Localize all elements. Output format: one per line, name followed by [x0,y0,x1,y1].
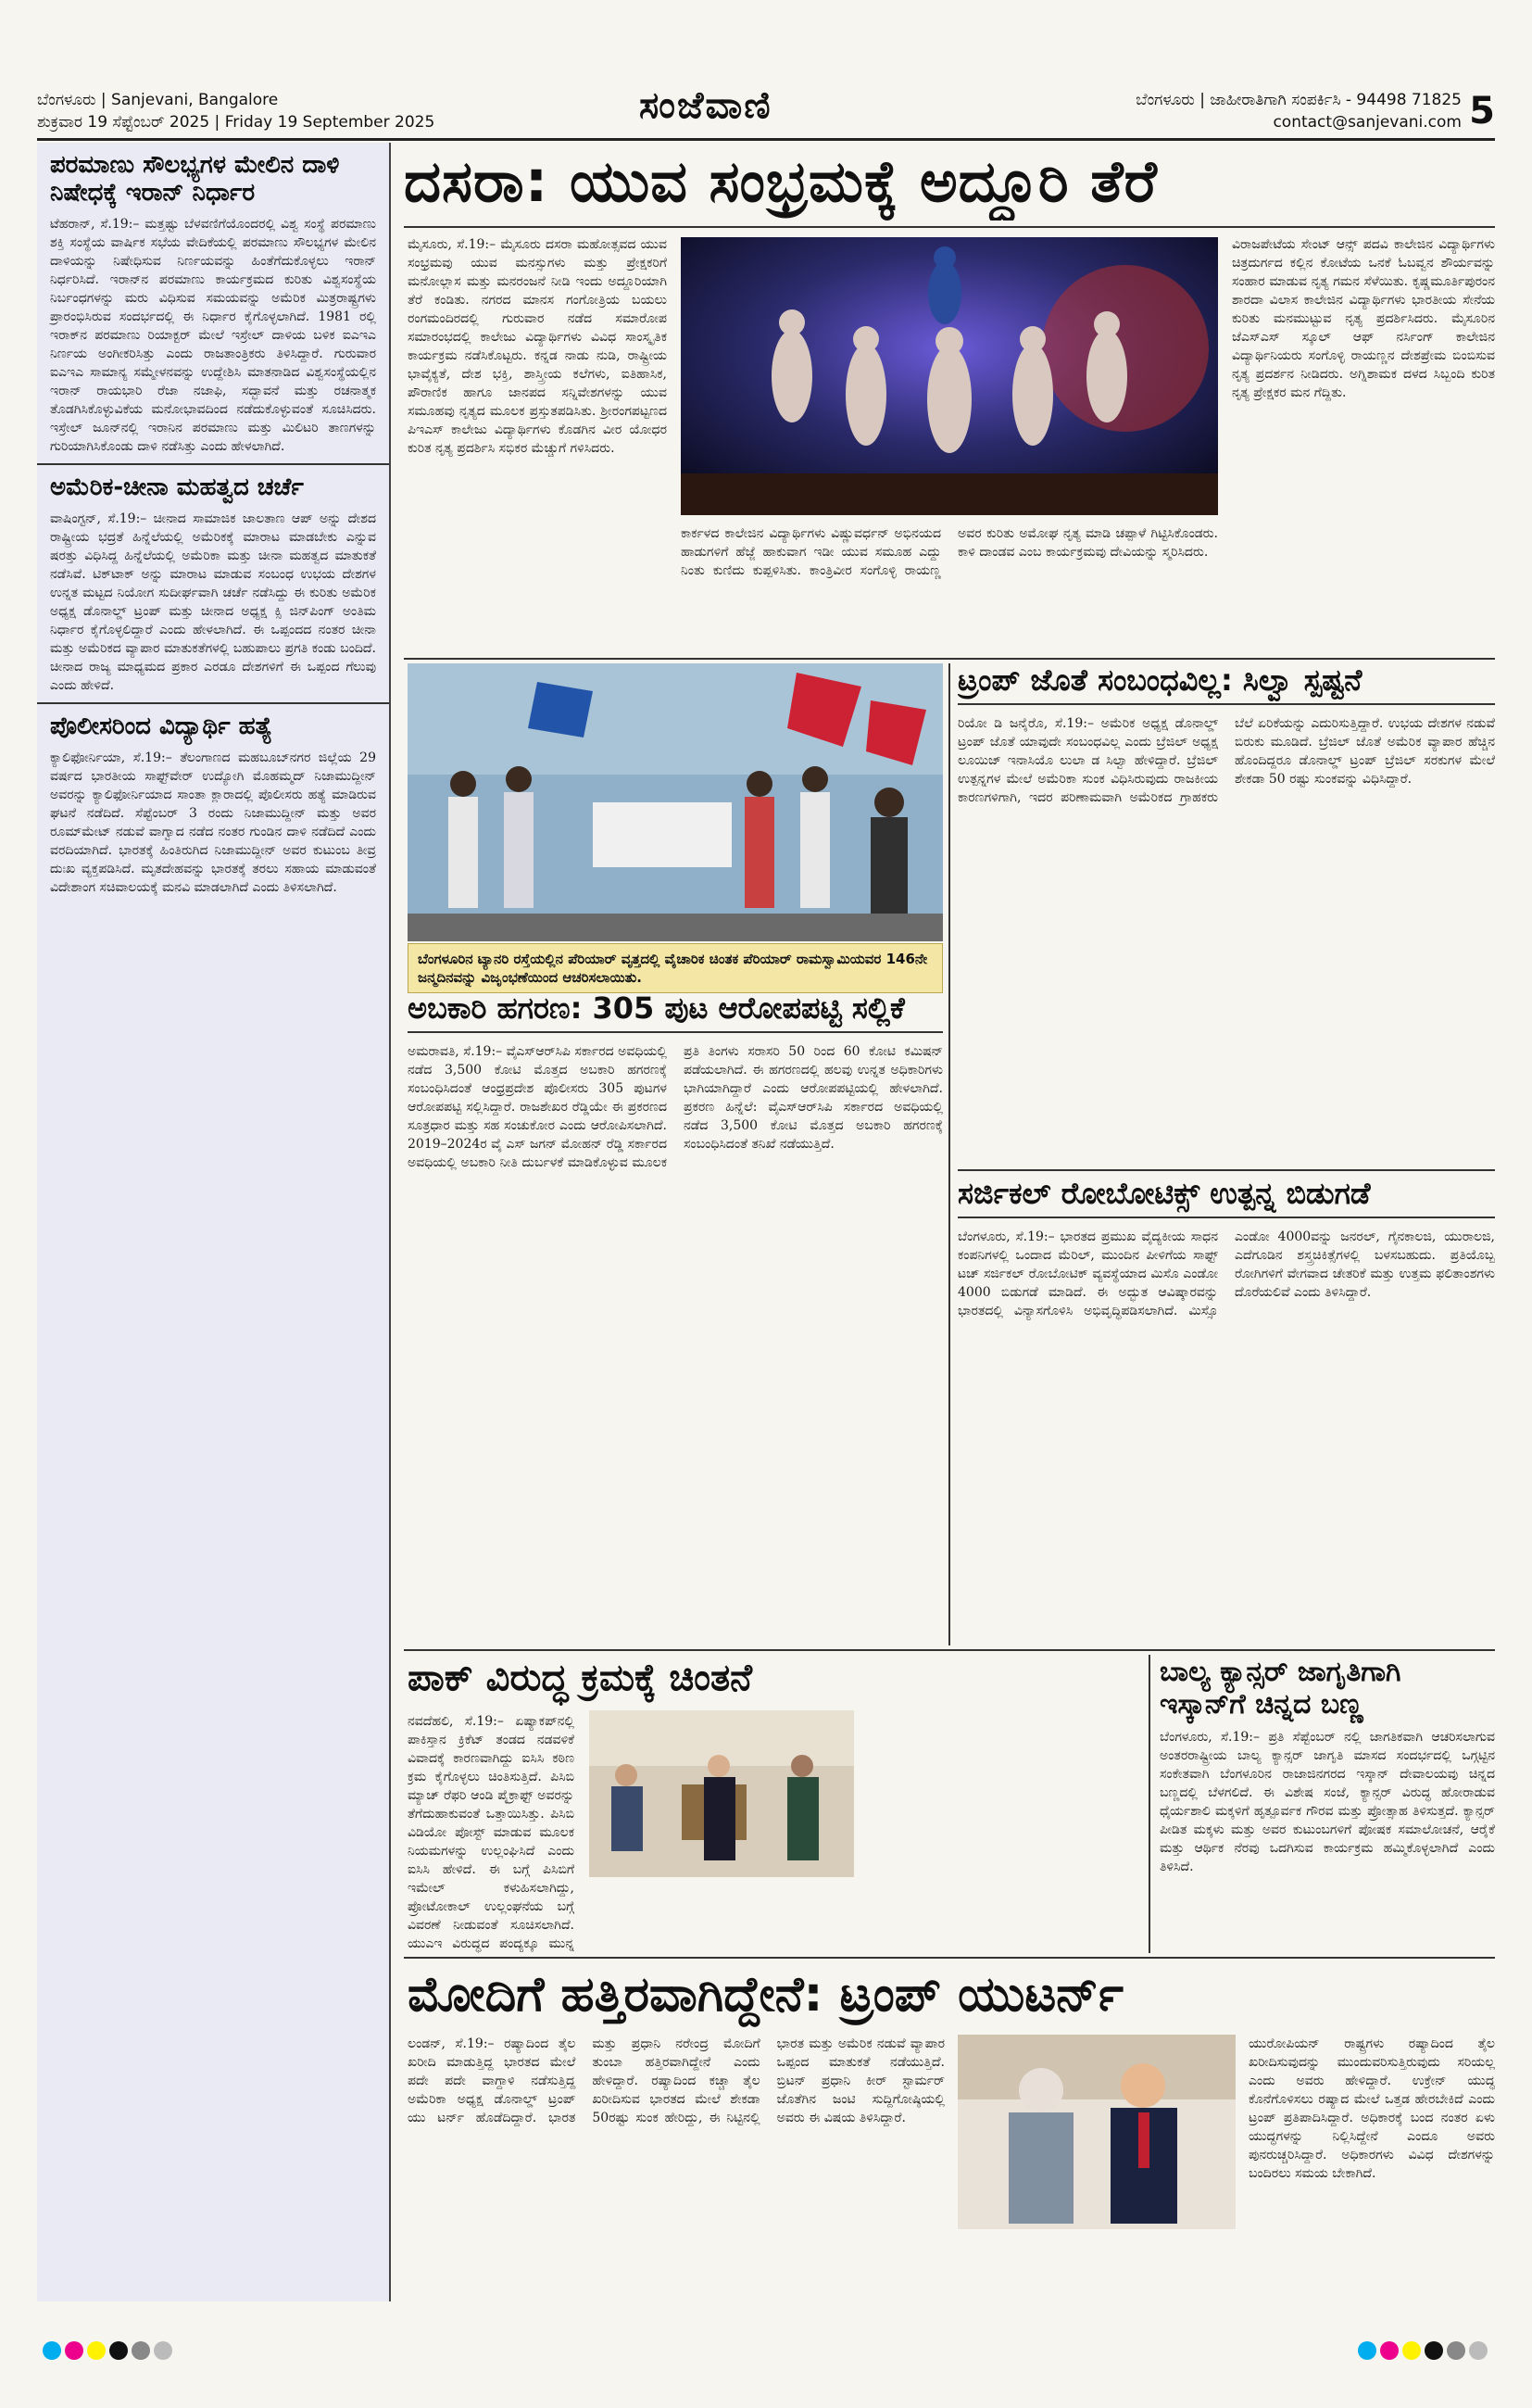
masthead-right-city: ಬೆಂಗಳೂರು [1136,91,1195,109]
gray-dot [1447,2341,1465,2360]
brief-student [37,702,389,897]
excise-story [408,991,943,1640]
masthead-city: ಬೆಂಗಳೂರು [37,91,96,109]
pak-headline: ಪಾಕ್ ವಿರುದ್ಧ ಕ್ರಮಕ್ಕೆ ಚಿಂತನೆ [408,1657,753,1699]
masthead-date-english: Friday 19 September 2025 [224,113,435,132]
magenta-dot [1380,2341,1399,2360]
modi-body-right: ಯುರೋಪಿಯನ್ ರಾಷ್ಟ್ರಗಳು ರಷ್ಯಾದಿಂದ ತೈಲ ಖರೀದಿಸುವುದನ್ನು ಮುಂದುವರಿಸುತ್ತಿರುವುದು ಸರಿಯಲ್ಲ ಎಂದು ಅವರು ಹೇಳಿದ್ದಾರೆ. ಉಕ್ರೇನ್ ಯುದ್ಧ ಕೊನೆಗೊಳಿಸಲು ರಷ್ಯಾದ ಮೇಲೆ ಒತ್ತಡ ಹೇರಬೇಕಿದೆ ಎಂದು ಟ್ರಂಪ್ ಪ್ರತಿಪಾದಿಸಿದ್ದಾರೆ. ಅಧಿಕಾರಕ್ಕೆ ಬಂದ ನಂತರ ಏಳು ಯುದ್ಧಗಳನ್ನು ನಿಲ್ಲಿಸಿದ್ದೇನೆ ಎಂದೂ ಅವರು ಪುನರುಚ್ಚರಿಸಿದ್ದಾರೆ. ಅಧಿಕಾರಗಳು ವಿವಿಧ ದೇಶಗಳನ್ನು ಬಂದಿರಲು ಸಮಯ ಬೇಕಾಗಿದೆ. [1249,2036,1495,2181]
lead-headline: ದಸರಾ: ಯುವ ಸಂಭ್ರಮಕ್ಕೆ ಅದ್ದೂರಿ ತೆರೆ [404,147,1158,215]
brief-student-body: ಕ್ಯಾಲಿಫೋರ್ನಿಯಾ, ಸೆ.19:– ತೆಲಂಗಾಣದ ಮಹಬೂಬ್‌ನಗರ ಜಿಲ್ಲೆಯ 29 ವರ್ಷದ ಭಾರತೀಯ ಸಾಫ್ಟ್‌ವೇರ್ ಉದ್ಯೋಗಿ ಮೊಹಮ್ಮದ್ ನಿಜಾಮುದ್ದೀನ್ ಅವರನ್ನು ಕ್ಯಾಲಿಫೋರ್ನಿಯಾದ ಸಾಂತಾ ಕ್ಲಾರಾದಲ್ಲಿ ಪೊಲೀಸರು ಹತ್ಯೆ ಮಾಡಿರುವ ಘಟನೆ ನಡೆದಿದೆ. ಸೆಪ್ಟೆಂಬರ್ 3 ರಂದು ನಿಜಾಮುದ್ದೀನ್ ಮತ್ತು ಅವರ ರೂಮ್‌ಮೇಟ್ ನಡುವೆ ವಾಗ್ವಾದ ನಡೆದ ನಂತರ ಗುಂಡಿನ ದಾಳಿ ನಡೆದಿದೆ ಎಂದು ವರದಿಯಾಗಿದೆ. ಭಾರತಕ್ಕೆ ಹಿಂತಿರುಗಿದ ನಿಜಾಮುದ್ದೀನ್ ಅವರ ಕುಟುಂಬ ತೀವ್ರ ದುಃಖ ವ್ಯಕ್ತಪಡಿಸಿದೆ. ಮೃತದೇಹವನ್ನು ಭಾರತಕ್ಕೆ ತರಲು ಸಹಾಯ ಮಾಡುವಂತೆ ವಿದೇಶಾಂಗ ಸಚಿವಾಲಯಕ್ಕೆ ಮನವಿ ಮಾಡಲಾಗಿದೆ ಎಂದು ತಿಳಿಸಲಾಗಿದೆ. [50,750,376,895]
pak-body: ನವದೆಹಲಿ, ಸೆ.19:– ಏಷ್ಯಾಕಪ್‌ನಲ್ಲಿ ಪಾಕಿಸ್ತಾನ ಕ್ರಿಕೆಟ್ ತಂಡದ ನಡವಳಿಕೆ ವಿವಾದಕ್ಕೆ ಕಾರಣವಾಗಿದ್ದು ಐಸಿಸಿ ಕಠಿಣ ಕ್ರಮ ಕೈಗೊಳ್ಳಲು ಚಿಂತಿಸುತ್ತಿದೆ. ಪಿಸಿಬಿ ಮ್ಯಾಚ್ ರೆಫರಿ ಆಂಡಿ ಪೈಕ್ರಾಫ್ಟ್ ಅವರನ್ನು ತೆಗೆದುಹಾಕುವಂತೆ ಒತ್ತಾಯಿಸಿತ್ತು. ಪಿಸಿಬಿ ವಿಡಿಯೋ ಪೋಸ್ಟ್ ಮಾಡುವ ಮೂಲಕ ನಿಯಮಗಳನ್ನು ಉಲ್ಲಂಘಿಸಿದೆ ಎಂದು ಐಸಿಸಿ ಹೇಳಿದೆ. ಈ ಬಗ್ಗೆ ಪಿಸಿಬಿಗೆ ಇಮೇಲ್ ಕಳುಹಿಸಲಾಗಿದ್ದು, ಪ್ರೋಟೋಕಾಲ್ ಉಲ್ಲಂಘನೆಯ ಬಗ್ಗೆ ವಿವರಣೆ ನೀಡುವಂತೆ ಸೂಚಿಸಲಾಗಿದೆ. ಯುಎಇ ವಿರುದ್ಧದ ಪಂದ್ಯಕ್ಕೂ ಮುನ್ನ [408,1714,574,1951]
light-gray-dot [154,2341,172,2360]
divider [1149,1655,1150,1953]
lead-column-left: ಮೈಸೂರು, ಸೆ.19:– ಮೈಸೂರು ದಸರಾ ಮಹೋತ್ಸವದ ಯುವ ಸಂಭ್ರಮವು ಯುವ ಮನಸ್ಸುಗಳು ಮತ್ತು ಪ್ರೇಕ್ಷಕರಿಗೆ ಮನೋಲ್ಲಾಸ ಮತ್ತು ಮನರಂಜನೆ ನೀಡಿ ಇಂದು ಅದ್ದೂರಿಯಾಗಿ ತೆರೆ ಕಂಡಿತು. ನಗರದ ಮಾನಸ ಗಂಗೋತ್ರಿಯ ಬಯಲು ರಂಗಮಂದಿರದಲ್ಲಿ ಗುರುವಾರ ನಡೆದ ಸಮಾರೋಪ ಸಮಾರಂಭದಲ್ಲಿ ಕಾಲೇಜು ವಿದ್ಯಾರ್ಥಿಗಳು ವಿವಿಧ ಸಾಂಸ್ಕೃತಿಕ ಕಾರ್ಯಕ್ರಮ ನಡೆಸಿಕೊಟ್ಟರು. ಕನ್ನಡ ನಾಡು ನುಡಿ, ರಾಷ್ಟ್ರೀಯ ಭಾವೈಕ್ಯತೆ, ದೇಶ ಭಕ್ತಿ, ಶಾಸ್ತ್ರೀಯ ಕಲೆಗಳು, ಐತಿಹಾಸಿಕ, ಪೌರಾಣಿಕ ಹಾಗೂ ಜಾನಪದ ಸನ್ನಿವೇಶಗಳನ್ನು ಯುವ ಸಮೂಹವು ನೃತ್ಯದ ಮೂಲಕ ಪ್ರಸ್ತುತಪಡಿಸಿತು. ಶ್ರೀರಂಗಪಟ್ಟಣದ ಪಿಇಎಸ್ ಕಾಲೇಜು ವಿದ್ಯಾರ್ಥಿಗಳು ಕೊಡಗಿನ ವೀರ ಯೋಧರ ಕುರಿತ ನೃತ್ಯ ಪ್ರದರ್ಶಿಸಿ ಸಭಿಕರ ಮೆಚ್ಚುಗೆ ಗಳಿಸಿದರು. [408,237,667,456]
color-registration-marks [43,2341,172,2360]
modi-headline: ಮೋದಿಗೆ ಹತ್ತಿರವಾಗಿದ್ದೇನೆ: ಟ್ರಂಪ್ ಯುಟರ್ನ್ [408,1967,1124,2023]
divider [404,1957,1495,1959]
gray-dot [132,2341,150,2360]
divider [948,663,950,1645]
brief-iran [37,143,389,456]
newspaper-logo: ಸಂಜೆವಾಣಿ [639,83,772,127]
divider [404,1649,1495,1651]
brief-iran-headline: ಪರಮಾಣು ಸೌಲಭ್ಯಗಳ ಮೇಲಿನ ದಾಳಿ ನಿಷೇಧಕ್ಕೆ ಇರಾನ್ ನಿರ್ಧಾರ [50,151,340,207]
robotics-headline: ಸರ್ಜಿಕಲ್ ರೋಬೋಟಿಕ್ಸ್ ಉತ್ಪನ್ನ ಬಿಡುಗಡೆ [958,1177,1495,1218]
brief-student-headline: ಪೊಲೀಸರಿಂದ ವಿದ್ಯಾರ್ಥಿ ಹತ್ಯೆ [50,712,273,740]
icc-meeting-photo [589,1710,854,1877]
black-dot [109,2341,128,2360]
pak-body-continued [867,1657,1145,1953]
cyan-dot [1358,2341,1376,2360]
robotics-body: ಬೆಂಗಳೂರು, ಸೆ.19:– ಭಾರತದ ಪ್ರಮುಖ ವೈದ್ಯಕೀಯ ಸಾಧನ ಕಂಪನಿಗಳಲ್ಲಿ ಒಂದಾದ ಮೆರಿಲ್, ಮುಂದಿನ ಪೀಳಿಗೆಯ ಸಾಫ್ಟ್ ಟಚ್ ಸರ್ಜಿಕಲ್ ರೋಬೋಟಿಕ್ ವ್ಯವಸ್ಥೆಯಾದ ಮಿಸೊ ಎಂಡೋ 4000 ಬಿಡುಗಡೆ ಮಾಡಿದೆ. ಈ ಅದ್ಭುತ ಆವಿಷ್ಕಾರವನ್ನು ಭಾರತದಲ್ಲಿ ವಿನ್ಯಾಸಗೊಳಿಸಿ ಅಭಿವೃದ್ಧಿಪಡಿಸಲಾಗಿದೆ. ಮಿಸ್ಸೊ ಎಂಡೋ 4000ವನ್ನು ಜನರಲ್, ಗೈನಕಾಲಜಿ, ಯುರಾಲಜಿ, ಎದೆಗೂಡಿನ ಶಸ್ತ್ರಚಿಕಿತ್ಸೆಗಳಲ್ಲಿ ಬಳಸಬಹುದು. ಪ್ರತಿಯೊಬ್ಬ ರೋಗಿಗಳಿಗೆ ವೇಗವಾದ ಚೇತರಿಕೆ ಮತ್ತು ಉತ್ತಮ ಫಲಿತಾಂಶಗಳು ದೊರೆಯಲಿವೆ ಎಂದು ತಿಳಿಸಿದ್ದಾರೆ. [958,1229,1495,1318]
divider [404,658,1495,660]
trump-brazil-story [958,663,1495,1203]
yellow-dot [1402,2341,1421,2360]
brief-us-china-headline: ಅಮೆರಿಕ-ಚೀನಾ ಮಹತ್ವದ ಚರ್ಚೆ [50,473,304,501]
cancer-body: ಬೆಂಗಳೂರು, ಸೆ.19:– ಪ್ರತಿ ಸೆಪ್ಟೆಂಬರ್ ನಲ್ಲಿ ಜಾಗತಿಕವಾಗಿ ಆಚರಿಸಲಾಗುವ ಅಂತರರಾಷ್ಟ್ರೀಯ ಬಾಲ್ಯ ಕ್ಯಾನ್ಸರ್ ಜಾಗೃತಿ ಮಾಸದ ಸಂದರ್ಭದಲ್ಲಿ ಒಗ್ಗಟ್ಟಿನ ಸಂಕೇತವಾಗಿ ಬೆಂಗಳೂರಿನ ರಾಜಾಜಿನಗರದ ಇಸ್ಕಾನ್ ದೇವಾಲಯವು ಚಿನ್ನದ ಬಣ್ಣದಲ್ಲಿ ಬೆಳಗಲಿದೆ. ಈ ವಿಶೇಷ ಸಂಜೆ, ಕ್ಯಾನ್ಸರ್ ವಿರುದ್ಧ ಹೋರಾಡುವ ಧೈರ್ಯಶಾಲಿ ಮಕ್ಕಳಿಗೆ ಹೃತ್ಪೂರ್ವಕ ಗೌರವ ಮತ್ತು ಪ್ರೋತ್ಸಾಹ ತಿಳಿಸುತ್ತದೆ. ಕ್ಯಾನ್ಸರ್ ಪೀಡಿತ ಮಕ್ಕಳು ಮತ್ತು ಅವರ ಕುಟುಂಬಗಳಿಗೆ ಪೋಷಕ ಸಮಾಲೋಚನೆ, ಆರೈಕೆ ಮತ್ತು ಆರ್ಥಿಕ ನೆರವು ಒದಗಿಸುವ ಕಾರ್ಯಕ್ರಮ ಹಮ್ಮಿಕೊಳ್ಳಲಾಗಿದೆ ಎಂದು ತಿಳಿಸಿದೆ. [1160,1730,1495,1874]
masthead-ad-contact: ಜಾಹೀರಾತಿಗಾಗಿ ಸಂಪರ್ಕಿಸಿ - 94498 71825 [1210,91,1462,109]
lead-headline-box [404,146,1495,221]
masthead-paper-name: Sanjevani, Bangalore [111,91,279,109]
periyar-celebration-photo [408,663,943,941]
masthead-email[interactable]: contact@sanjevani.com [1273,113,1462,132]
brief-iran-body: ಟೆಹರಾನ್, ಸೆ.19:– ಮತ್ತಷ್ಟು ಬೆಳವಣಿಗೆಯೊಂದರಲ್ಲಿ ವಿಶ್ವ ಸಂಸ್ಥೆ ಪರಮಾಣು ಶಕ್ತಿ ಸಂಸ್ಥೆಯ ವಾರ್ಷಿಕ ಸಭೆಯ ವೇದಿಕೆಯಲ್ಲಿ ಪರಮಾಣು ಸೌಲಭ್ಯಗಳ ಮೇಲಿನ ದಾಳಿಯನ್ನು ನಿಷೇಧಿಸುವ ನಿರ್ಣಯವನ್ನು ಹಿಂತೆಗೆದುಕೊಳ್ಳಲು ಇರಾನ್ ನಿರ್ಧರಿಸಿದೆ. ಇರಾನ್‌ನ ಪರಮಾಣು ಕಾರ್ಯಕ್ರಮದ ಕುರಿತು ವಿಶ್ವಸಂಸ್ಥೆಯ ನಿರ್ಬಂಧಗಳನ್ನು ಮರು ವಿಧಿಸುವ ಸಮಯವನ್ನು ಅಮೆರಿಕ ಮಿತ್ರರಾಷ್ಟ್ರಗಳು ಪ್ರಾರಂಭಿಸಿರುವ ಸಂದರ್ಭದಲ್ಲಿ ಈ ನಿರ್ಧಾರ ಕೈಗೊಳ್ಳಲಾಗಿದೆ. 1981 ರಲ್ಲಿ ಇರಾಕ್‌ನ ಪರಮಾಣು ರಿಯಾಕ್ಟರ್ ಮೇಲೆ ಇಸ್ರೇಲ್ ದಾಳಿಯ ಬಳಿಕ ಐಎಇಎ ನಿರ್ಣಯ ಅಂಗೀಕರಿಸಿತ್ತು ಎಂದು ರಾಜತಾಂತ್ರಿಕರು ತಿಳಿಸಿದ್ದಾರೆ. ಗುರುವಾರ ಐಎಇಎ ಸಾಮಾನ್ಯ ಸಮ್ಮೇಳನವನ್ನು ಉದ್ದೇಶಿಸಿ ಮಾತನಾಡಿದ ವಿಶ್ವಸಂಸ್ಥೆಯಲ್ಲಿನ ಇರಾನ್ ರಾಯಭಾರಿ ರೆಜಾ ನಜಾಫಿ, ಸದ್ಭಾವನೆ ಮತ್ತು ರಚನಾತ್ಮಕ ತೊಡಗಿಸಿಕೊಳ್ಳುವಿಕೆಯ ಮನೋಭಾವದಿಂದ ನಡೆದುಕೊಳ್ಳುವಂತೆ ಸೂಚಿಸಿದರು. ಇಸ್ರೇಲ್ ಜೂನ್‌ನಲ್ಲಿ ಇರಾನಿನ ಪರಮಾಣು ಮತ್ತು ಮಿಲಿಟರಿ ತಾಣಗಳನ್ನು ಗುರಿಯಾಗಿಸಿಕೊಂಡು ದಾಳಿ ನಡೆಸಿತ್ತು ಎಂದು ಹೇಳಲಾಗಿದೆ. [50,216,376,454]
masthead-left: ಬೆಂಗಳೂರು | Sanjevani, Bangalore ಶುಕ್ರವಾರ 19 ಸೆಪ್ಟೆಂಬರ್ 2025 | Friday 19 September 2025 [37,91,435,132]
divider [958,1169,1495,1171]
divider [404,226,1495,228]
robotics-story [958,1177,1495,1645]
modi-trump-photo [958,2035,1236,2229]
masthead-right: ಬೆಂಗಳೂರು | ಜಾಹೀರಾತಿಗಾಗಿ ಸಂಪರ್ಕಿಸಿ - 94498 71825 contact@sanjevani.com [1136,91,1462,132]
brief-us-china [37,463,389,695]
cancer-headline: ಬಾಲ್ಯ ಕ್ಯಾನ್ಸರ್ ಜಾಗೃತಿಗಾಗಿ ಇಸ್ಕಾನ್‌ಗೆ ಚಿನ್ನದ ಬಣ್ಣ [1160,1657,1401,1721]
left-column-briefs [37,143,391,2301]
brief-us-china-body: ವಾಷಿಂಗ್ಟನ್, ಸೆ.19:– ಚೀನಾದ ಸಾಮಾಜಿಕ ಜಾಲತಾಣ ಆಪ್ ಅನ್ನು ದೇಶದ ರಾಷ್ಟ್ರೀಯ ಭದ್ರತೆ ಹಿನ್ನೆಲೆಯಲ್ಲಿ ಅಮೆರಿಕಕ್ಕೆ ಮಾರಾಟ ಮಾಡಬೇಕು ಎನ್ನುವ ಷರತ್ತು ವಿಧಿಸಿದ್ದ ಹಿನ್ನೆಲೆಯಲ್ಲಿ ಅಮೆರಿಕಾ ಮತ್ತು ಚೀನಾ ಮಹತ್ವದ ಮಾತುಕತೆ ನಡೆಸಿವೆ. ಟಿಕ್‌ಟಾಕ್ ಅನ್ನು ಮಾರಾಟ ಮಾಡುವ ಸಂಬಂಧ ಉಭಯ ದೇಶಗಳ ಉನ್ನತ ಮಟ್ಟದ ನಿಯೋಗ ಸುದೀರ್ಘವಾಗಿ ಚರ್ಚೆ ನಡೆಸಿದ್ದು ಈ ಕುರಿತು ಅಮೆರಿಕ ಅಧ್ಯಕ್ಷ ಡೊನಾಲ್ಡ್ ಟ್ರಂಪ್ ಮತ್ತು ಚೀನಾದ ಅಧ್ಯಕ್ಷ ಕ್ಸಿ ಜಿನ್‌ಪಿಂಗ್ ಅಂತಿಮ ನಿರ್ಧಾರ ಕೈಗೊಳ್ಳಲಿದ್ದಾರೆ ಎಂದು ಹೇಳಲಾಗಿದೆ. ಈ ಒಪ್ಪಂದದ ನಂತರ ಚೀನಾ ಮತ್ತು ಅಮೆರಿಕದ ವ್ಯಾಪಾರ ಮಾತುಕತೆಗಳಲ್ಲಿ ಬಹುಪಾಲು ಪ್ರಗತಿ ಕಂಡು ಬಂದಿದೆ. ಚೀನಾದ ರಾಜ್ಯ ಮಾಧ್ಯಮದ ಪ್ರಕಾರ ಎರಡೂ ದೇಶಗಳಿಗೆ ಈ ಒಪ್ಪಂದ ಗೆಲುವು ಎಂದು ಹೇಳಿದೆ. [50,511,376,693]
modi-headline-box [408,1964,1495,2029]
lead-below-photo: ಕಾರ್ಕಳದ ಕಾಲೇಜಿನ ವಿದ್ಯಾರ್ಥಿಗಳು ವಿಷ್ಣುವರ್ಧನ್ ಅಭಿನಯದ ಹಾಡುಗಳಿಗೆ ಹೆಜ್ಜೆ ಹಾಕುವಾಗ ಇಡೀ ಯುವ ಸಮೂಹ ಎದ್ದು ನಿಂತು ಕುಣಿದು ಕುಪ್ಪಳಿಸಿತು. ಕಾಂತ್ರಿವೀರ ಸಂಗೊಳ್ಳಿ ರಾಯಣ್ಣ ಅವರ ಕುರಿತು ಅಮೋಘ ನೃತ್ಯ ಮಾಡಿ ಚಪ್ಪಾಳೆ ಗಿಟ್ಟಿಸಿಕೊಂಡರು. ಕಾಳಿ ದಾಂಡವ ಎಂಬ ಕಾರ್ಯಕ್ರಮವು ದೇವಿಯನ್ನು ಸ್ಮರಿಸಿದರು. [681,526,1218,578]
magenta-dot [65,2341,83,2360]
masthead-date-kannada: ಶುಕ್ರವಾರ 19 ಸೆಪ್ಟೆಂಬರ್ 2025 [37,113,210,132]
masthead [37,83,1495,141]
lead-column-right: ವಿರಾಜಪೇಟೆಯ ಸೇಂಟ್ ಆನ್ಸ್ ಪದವಿ ಕಾಲೇಜಿನ ವಿದ್ಯಾರ್ಥಿಗಳು ಚಿತ್ರದುರ್ಗದ ಕಲ್ಲಿನ ಕೋಟೆಯ ಒನಕೆ ಓಬವ್ವನ ಶೌರ್ಯವನ್ನು ಸಂಹಾರ ಮಾಡುವ ನೃತ್ಯ ಗಮನ ಸೆಳೆಯಿತು. ಕೃಷ್ಣಮೂರ್ತಿಪುರಂನ ಶಾರದಾ ವಿಲಾಸ ಕಾಲೇಜಿನ ವಿದ್ಯಾರ್ಥಿಗಳು ಭಾರತೀಯ ಸೇನೆಯ ಕುರಿತು ಮನಮುಟ್ಟುವ ನೃತ್ಯ ಪ್ರದರ್ಶಿಸಿದರು. ಮೈಸೂರಿನ ಜೆಎಸ್‌ಎಸ್ ಸ್ಕೂಲ್ ಆಫ್ ನರ್ಸಿಂಗ್ ಕಾಲೇಜಿನ ವಿದ್ಯಾರ್ಥಿನಿಯರು ಸಂಗೊಳ್ಳಿ ರಾಯಣ್ಣನ ದೇಶಪ್ರೇಮ ಬಿಂಬಿಸುವ ನೃತ್ಯ ಪ್ರದರ್ಶನ ನೀಡಿದರು. ಅಗ್ನಿಶಾಮಕ ದಳದ ಸಿಬ್ಬಂದಿ ಕುರಿತ ನೃತ್ಯ ಪ್ರೇಕ್ಷಕರ ಮನ ಗೆದ್ದಿತು. [1232,237,1495,400]
excise-body: ಅಮರಾವತಿ, ಸೆ.19:– ವೈಎಸ್ಆರ್‌ಸಿಪಿ ಸರ್ಕಾರದ ಅವಧಿಯಲ್ಲಿ ನಡೆದ 3,500 ಕೋಟಿ ಮೊತ್ತದ ಅಬಕಾರಿ ಹಗರಣಕ್ಕೆ ಸಂಬಂಧಿಸಿದಂತೆ ಆಂಧ್ರಪ್ರದೇಶ ಪೊಲೀಸರು 305 ಪುಟಗಳ ಆರೋಪಪಟ್ಟಿ ಸಲ್ಲಿಸಿದ್ದಾರೆ. ರಾಜಶೇಖರ ರೆಡ್ಡಿಯೇ ಈ ಪ್ರಕರಣದ ಸೂತ್ರಧಾರ ಮತ್ತು ಸಹ ಸಂಚುಕೋರ ಎಂದು ಆರೋಪಿಸಲಾಗಿದೆ. 2019–2024ರ ವೈ ಎಸ್ ಜಗನ್ ಮೋಹನ್ ರೆಡ್ಡಿ ಸರ್ಕಾರದ ಅವಧಿಯಲ್ಲಿ ಅಬಕಾರಿ ನೀತಿ ದುರ್ಬಳಕೆ ಮಾಡಿಕೊಳ್ಳುವ ಮೂಲಕ ಪ್ರತಿ ತಿಂಗಳು ಸರಾಸರಿ 50 ರಿಂದ 60 ಕೋಟಿ ಕಮಿಷನ್ ಪಡೆಯಲಾಗಿದೆ. ಈ ಹಗರಣದಲ್ಲಿ ಹಲವು ಉನ್ನತ ಅಧಿಕಾರಿಗಳು ಭಾಗಿಯಾಗಿದ್ದಾರೆ ಎಂದು ಆರೋಪಪಟ್ಟಿಯಲ್ಲಿ ಹೇಳಲಾಗಿದೆ. ಪ್ರಕರಣ ಹಿನ್ನೆಲೆ: ವೈಎಸ್ಆರ್‌ಸಿಪಿ ಸರ್ಕಾರದ ಅವಧಿಯಲ್ಲಿ ನಡೆದ 3,500 ಕೋಟಿ ಮೊತ್ತದ ಅಬಕಾರಿ ಹಗರಣಕ್ಕೆ ಸಂಬಂಧಿಸಿದಂತೆ ತನಿಖೆ ನಡೆಯುತ್ತಿದೆ. [408,1043,943,1170]
page-number: 5 [1469,90,1495,132]
color-registration-marks [1358,2341,1488,2360]
light-gray-dot [1469,2341,1488,2360]
excise-headline: ಅಬಕಾರಿ ಹಗರಣ: 305 ಪುಟ ಆರೋಪಪಟ್ಟಿ ಸಲ್ಲಿಕೆ [408,991,943,1033]
periyar-photo-caption: ಬೆಂಗಳೂರಿನ ಟ್ಯಾನರಿ ರಸ್ತೆಯಲ್ಲಿನ ಪೆರಿಯಾರ್ ವೃತ್ತದಲ್ಲಿ ವೈಚಾರಿಕ ಚಿಂತಕ ಪೆರಿಯಾರ್ ರಾಮಸ್ವಾಮಿಯವರ 146ನೇ ಜನ್ಮದಿನವನ್ನು ವಿಜೃಂಭಣೆಯಿಂದ ಆಚರಿಸಲಾಯಿತು. [408,943,943,993]
cyan-dot [43,2341,61,2360]
dasara-dance-photo [681,237,1218,515]
trump-brazil-body: ರಿಯೋ ಡಿ ಜನೈರೊ, ಸೆ.19:– ಅಮೆರಿಕ ಅಧ್ಯಕ್ಷ ಡೊನಾಲ್ಡ್ ಟ್ರಂಪ್ ಜೊತೆ ಯಾವುದೇ ಸಂಬಂಧವಿಲ್ಲ ಎಂದು ಬ್ರೆಜಿಲ್ ಅಧ್ಯಕ್ಷ ಲೂಯಿಜ್ ಇನಾಸಿಯೊ ಲುಲಾ ಡ ಸಿಲ್ವಾ ಹೇಳಿದ್ದಾರೆ. ಬ್ರೆಜಿಲ್ ಉತ್ಪನ್ನಗಳ ಮೇಲೆ ಅಮೆರಿಕಾ ಸುಂಕ ವಿಧಿಸಿರುವುದು ರಾಜಕೀಯ ಕಾರಣಗಳಿಗಾಗಿ, ಇದರ ಪರಿಣಾಮವಾಗಿ ಅಮೆರಿಕದ ಗ್ರಾಹಕರು ಬೆಲೆ ಏರಿಕೆಯನ್ನು ಎದುರಿಸುತ್ತಿದ್ದಾರೆ. ಉಭಯ ದೇಶಗಳ ನಡುವೆ ಬಿರುಕು ಮೂಡಿದೆ. ಬ್ರೆಜಿಲ್ ಜೊತೆ ಅಮೆರಿಕ ವ್ಯಾಪಾರ ಹೆಚ್ಚಿನ ಹೊಂದಿದ್ದರೂ ಡೊನಾಲ್ಡ್ ಟ್ರಂಪ್ ಬ್ರೆಜಿಲ್ ಸರಕುಗಳ ಮೇಲೆ ಶೇಕಡಾ 50 ರಷ್ಟು ಸುಂಕವನ್ನು ವಿಧಿಸಿದ್ದಾರೆ. [958,715,1495,805]
black-dot [1425,2341,1443,2360]
trump-brazil-headline: ಟ್ರಂಪ್ ಜೊತೆ ಸಂಬಂಧವಿಲ್ಲ: ಸಿಲ್ವಾ ಸ್ಪಷ್ಟನೆ [958,663,1495,705]
cancer-story [1160,1657,1495,1953]
yellow-dot [87,2341,106,2360]
modi-body-left: ಲಂಡನ್, ಸೆ.19:– ರಷ್ಯಾದಿಂದ ತೈಲ ಖರೀದಿ ಮಾಡುತ್ತಿದ್ದ ಭಾರತದ ಮೇಲೆ ಪದೇ ಪದೇ ವಾಗ್ದಾಳಿ ನಡೆಸುತ್ತಿದ್ದ ಅಮೆರಿಕಾ ಅಧ್ಯಕ್ಷ ಡೊನಾಲ್ಡ್ ಟ್ರಂಪ್ ಯು ಟರ್ನ್ ಹೊಡೆದಿದ್ದಾರೆ. ಭಾರತ ಮತ್ತು ಪ್ರಧಾನಿ ನರೇಂದ್ರ ಮೋದಿಗೆ ತುಂಬಾ ಹತ್ತಿರವಾಗಿದ್ದೇನೆ ಎಂದು ಹೇಳಿದ್ದಾರೆ. ರಷ್ಯಾದಿಂದ ಕಚ್ಚಾ ತೈಲ ಖರೀದಿಸುವ ಭಾರತದ ಮೇಲೆ ಶೇಕಡಾ 50ರಷ್ಟು ಸುಂಕ ಹೇರಿದ್ದು, ಈ ನಿಟ್ಟಿನಲ್ಲಿ ಭಾರತ ಮತ್ತು ಅಮೆರಿಕ ನಡುವೆ ವ್ಯಾಪಾರ ಒಪ್ಪಂದ ಮಾತುಕತೆ ನಡೆಯುತ್ತಿದೆ. ಬ್ರಿಟನ್ ಪ್ರಧಾನಿ ಕೀರ್ ಸ್ಟಾರ್ಮರ್ ಜೊತೆಗಿನ ಜಂಟಿ ಸುದ್ದಿಗೋಷ್ಠಿಯಲ್ಲಿ ಅವರು ಈ ವಿಷಯ ತಿಳಿಸಿದ್ದಾರೆ. [408,2036,945,2125]
